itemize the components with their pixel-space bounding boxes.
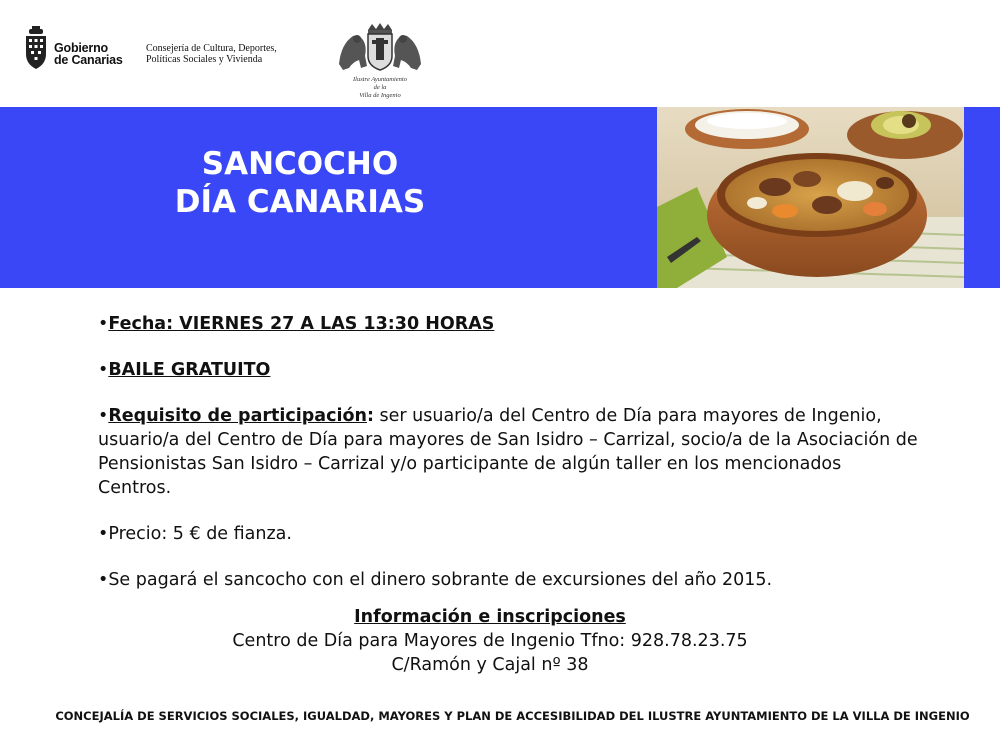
gobierno-canarias-logo: [24, 26, 134, 72]
title-banner: [0, 107, 1000, 288]
ayuntamiento-line2: de la: [373, 84, 387, 91]
info-section: [0, 605, 980, 677]
ayuntamiento-coat-of-arms-icon: [335, 22, 425, 78]
pago-item: •Se pagará el sancocho con el dinero sobrante de excursiones del año 2015.: [98, 570, 773, 590]
ayuntamiento-logo: [335, 22, 425, 102]
info-title: Información e inscripciones: [354, 607, 626, 627]
sancocho-photo: [657, 107, 964, 288]
banner-title-line2: DÍA CANARIAS: [174, 184, 426, 220]
ayuntamiento-text: [335, 76, 425, 100]
consejeria-line1: Consejería de Cultura, Deportes,: [146, 43, 277, 54]
footer-text: CONCEJALÍA DE SERVICIOS SOCIALES, IGUALDAD, MAYORES Y PLAN DE ACCESIBILIDAD DEL ILUSTRE AYUNTAMIENTO DE LA VILLA DE INGENIO: [55, 709, 970, 723]
baile-label: BAILE GRATUITO: [108, 360, 271, 380]
consejeria-line2: Políticas Sociales y Vivienda: [146, 54, 263, 65]
consejeria-text: [146, 43, 277, 65]
pago-text: Se pagará el sancocho con el dinero sobrante de excursiones del año 2015.: [108, 570, 773, 590]
gobierno-canarias-text: [54, 42, 123, 66]
precio-text: Precio: 5 € de fianza.: [108, 524, 292, 544]
gobierno-line1: Gobierno: [54, 41, 108, 55]
info-line1: Centro de Día para Mayores de Ingenio Tfno: 928.78.23.75: [232, 631, 748, 651]
ayuntamiento-line1: Ilustre Ayuntamiento: [353, 76, 407, 83]
event-details: [98, 312, 918, 614]
requisito-item: •Requisito de participación: ser usuario/a del Centro de Día para mayores de Ingenio, usuario/a del Centro de Día para mayores de San Isidro – Carrizal, socio/a de la Asociación de Pensionistas San Isidro – Carrizal y/o participante de algún taller en los mencionados Centros.: [98, 406, 918, 498]
requisito-label: Requisito de participación: [108, 406, 367, 426]
requisito-colon: :: [366, 406, 374, 426]
banner-title: [100, 145, 500, 221]
precio-item: •Precio: 5 € de fianza.: [98, 524, 292, 544]
ayuntamiento-line3: Villa de Ingenio: [359, 92, 401, 99]
fecha-label: Fecha: VIERNES 27 A LAS 13:30 HORAS: [108, 314, 495, 334]
gobierno-canarias-shield-icon: [24, 26, 48, 70]
requisito-text: ser usuario/a del Centro de Día para mayores de Ingenio, usuario/a del Centro de Día para mayores de San Isidro – Carrizal, socio/a de la Asociación de Pensionistas San Isidro – Carrizal y/o participante de algún taller en los mencionados Centros.: [98, 406, 918, 498]
baile-item: •BAILE GRATUITO: [98, 360, 271, 380]
fecha-item: •Fecha: VIERNES 27 A LAS 13:30 HORAS: [98, 314, 495, 334]
gobierno-line2: de Canarias: [54, 53, 123, 67]
banner-title-line1: SANCOCHO: [201, 146, 399, 182]
info-line2: C/Ramón y Cajal nº 38: [391, 655, 589, 675]
